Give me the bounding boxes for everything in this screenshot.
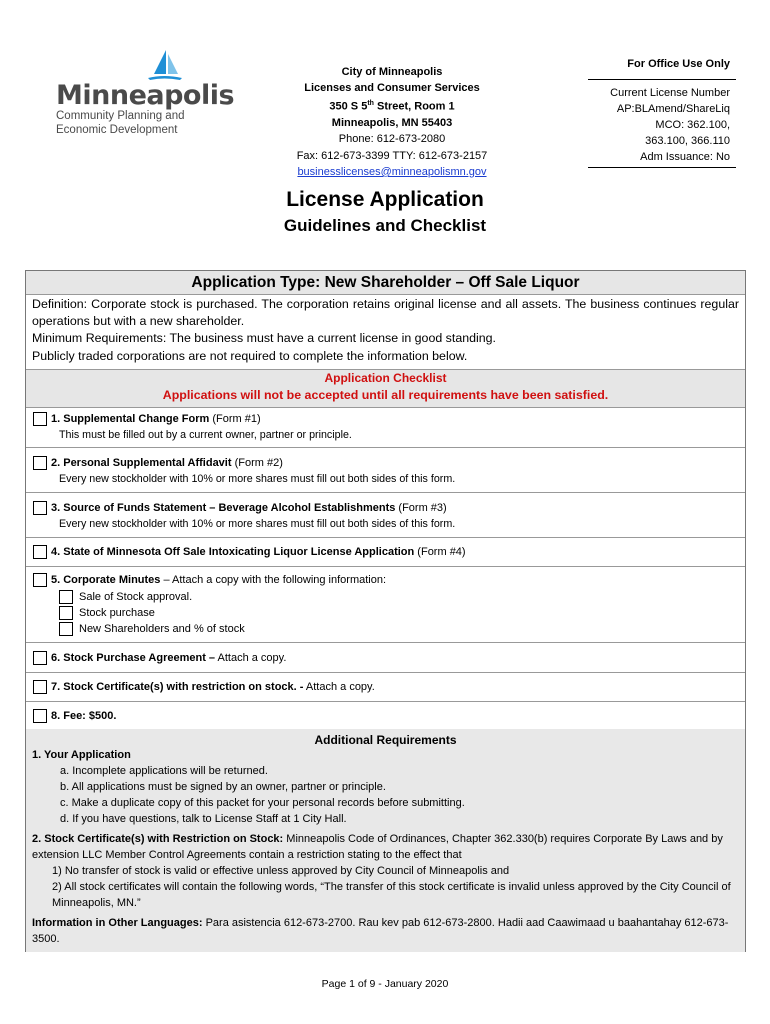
fax-tty: Fax: 612-673-3399 TTY: 612-673-2157	[296, 149, 488, 162]
definition-text: Definition: Corporate stock is purchased. The corporation retains original license and all assets. The business continues regular operations but with a new shareholder.	[32, 297, 739, 329]
checkbox[interactable]	[59, 590, 73, 604]
office-use-header: For Office Use Only	[588, 58, 736, 80]
sub-item: Stock purchase	[79, 607, 155, 619]
additional-title: Additional Requirements	[314, 733, 457, 747]
phone-number: Phone: 612-673-2080	[338, 133, 446, 146]
list-item: b. All applications must be signed by an owner, partner or principle.	[60, 781, 386, 793]
office-use-box	[588, 58, 736, 168]
list-item: a. Incomplete applications will be returned.	[60, 765, 268, 777]
definition-section	[26, 295, 745, 370]
checklist-title: Application Checklist	[324, 371, 447, 385]
item-note: Every new stockholder with 10% or more shares must fill out both sides of this form.	[59, 473, 456, 485]
checkbox[interactable]	[33, 412, 47, 426]
checklist-item-6: 6. Stock Purchase Agreement – Attach a copy.	[26, 643, 745, 673]
checklist-item-7: 7. Stock Certificate(s) with restriction on stock. - Attach a copy.	[26, 673, 745, 702]
sailboat-icon	[144, 48, 184, 84]
restriction-1: 1) No transfer of stock is valid or effective unless approved by City Council of Minneapolis and	[52, 865, 510, 877]
stock-restriction-paragraph: 2. Stock Certificate(s) with Restriction on Stock: Minneapolis Code of Ordinances, Chapter 362.330(b) requires Corporate By Laws and by extension LLC Member Control Agreements contain a restriction stating to the effect that	[32, 833, 723, 861]
checklist-item-8: 8. Fee: $500.	[26, 702, 745, 729]
office-line: MCO: 362.100,	[655, 119, 730, 131]
office-address	[272, 64, 512, 180]
address-line-2: Licenses and Consumer Services	[304, 82, 480, 95]
checklist-item-5: 5. Corporate Minutes – Attach a copy with the following information: Sale of Stock approval. Stock purchase New Shareholders and % of stock	[26, 567, 745, 643]
minimum-requirements: Minimum Requirements: The business must have a current license in good standing.	[32, 331, 496, 346]
checkbox[interactable]	[33, 680, 47, 694]
office-line: 363.100, 366.110	[645, 135, 730, 147]
item-note: Every new stockholder with 10% or more shares must fill out both sides of this form.	[59, 518, 456, 530]
list-item: c. Make a duplicate copy of this packet for your personal records before submitting.	[60, 797, 465, 809]
checklist-item-2: 2. Personal Supplemental Affidavit (Form #2) Every new stockholder with 10% or more shares must fill out both sides of this form.	[26, 448, 745, 493]
checkbox[interactable]	[33, 709, 47, 723]
sub-item: Sale of Stock approval.	[79, 591, 193, 603]
checkbox[interactable]	[33, 651, 47, 665]
list-item: d. If you have questions, talk to License Staff at 1 City Hall.	[60, 813, 347, 825]
checklist-heading	[26, 370, 745, 408]
checkbox[interactable]	[59, 622, 73, 636]
publicly-traded-note: Publicly traded corporations are not required to complete the information below.	[32, 348, 468, 363]
checklist-item-3: 3. Source of Funds Statement – Beverage Alcohol Establishments (Form #3) Every new stockholder with 10% or more shares must fill out both sides of this form.	[26, 493, 745, 538]
checkbox[interactable]	[59, 606, 73, 620]
logo-subtitle-2: Economic Development	[56, 124, 178, 136]
item-note: This must be filled out by a current owner, partner or principle.	[59, 429, 352, 441]
logo-name: Minneapolis	[56, 80, 235, 111]
your-application-heading: 1. Your Application	[32, 749, 131, 761]
office-line: AP:BLAmend/ShareLiq	[616, 103, 730, 115]
logo-subtitle-1: Community Planning and	[56, 110, 185, 122]
additional-requirements	[26, 729, 745, 952]
office-line: Current License Number	[610, 87, 730, 99]
application-box	[25, 270, 746, 952]
address-line-4: Minneapolis, MN 55403	[331, 117, 453, 130]
restriction-2: 2) All stock certificates will contain the following words, “The transfer of this stock certificate is invalid unless approved by the City Council of Minneapolis, MN.”	[52, 881, 731, 909]
application-type-heading: Application Type: New Shareholder – Off Sale Liquor	[26, 271, 745, 295]
page-footer: Page 1 of 9 - January 2020	[321, 978, 449, 990]
address-line-3: 350 S 5th Street, Room 1	[329, 100, 455, 114]
other-languages: Information in Other Languages: Para asistencia 612-673-2700. Rau kev pab 612-673-2800. Hadii aad Caawimaad u baahantahay 612-673-3500.	[32, 917, 729, 945]
address-line-1: City of Minneapolis	[341, 66, 443, 78]
checkbox[interactable]	[33, 456, 47, 470]
checkbox[interactable]	[33, 501, 47, 515]
minneapolis-logo	[56, 48, 235, 138]
checkbox[interactable]	[33, 545, 47, 559]
email-link[interactable]: businesslicenses@minneapolismn.gov	[297, 165, 487, 178]
checklist-item-4: 4. State of Minnesota Off Sale Intoxicating Liquor License Application (Form #4)	[26, 538, 745, 567]
checklist-item-1: 1. Supplemental Change Form (Form #1) This must be filled out by a current owner, partner or principle.	[26, 408, 745, 448]
checkbox[interactable]	[33, 573, 47, 587]
page-subtitle: Guidelines and Checklist	[283, 216, 487, 235]
page-title: License Application	[286, 188, 484, 211]
checklist-warning: Applications will not be accepted until all requirements have been satisfied.	[162, 388, 609, 402]
office-line: Adm Issuance: No	[640, 151, 730, 163]
sub-item: New Shareholders and % of stock	[79, 623, 245, 635]
